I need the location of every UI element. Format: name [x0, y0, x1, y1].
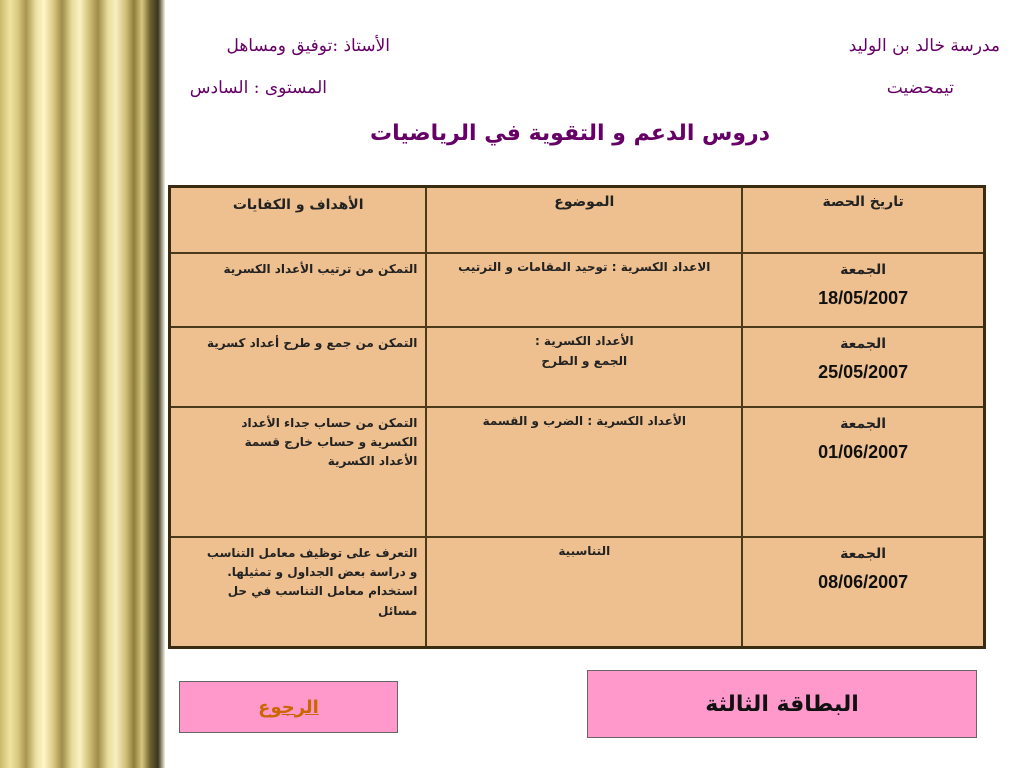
goal-line: الكسرية و حساب خارج قسمة	[244, 435, 418, 450]
header-goals: الأهداف و الكفايات	[170, 187, 427, 254]
goal-line: التعرف على توظيف معامل التناسب	[206, 546, 418, 560]
grade-level: المستوى : السادس	[189, 78, 327, 98]
topic-cell	[426, 537, 742, 647]
curtain-decoration	[0, 0, 165, 768]
topic-line: الأعداد الكسرية : الضرب و القسمة	[482, 414, 686, 428]
topic-cell	[426, 327, 742, 407]
table-header-row	[170, 187, 985, 254]
date-cell	[742, 253, 984, 327]
date-cell	[742, 537, 984, 647]
goal-line: استخدام معامل التناسب في حل	[227, 584, 418, 599]
topic-line: الاعداد الكسرية : توحيد المقامات و الترتيب	[458, 260, 711, 274]
goals-cell	[170, 537, 427, 647]
goal-line: مسائل	[378, 603, 418, 618]
goal-line: و دراسة بعض الجداول و تمثيلها.	[227, 565, 418, 580]
header-topic: الموضوع	[426, 187, 742, 254]
topic-line: الجمع و الطرح	[541, 354, 628, 368]
teacher-name: الأستاذ :توفيق ومساهل	[226, 36, 390, 56]
goal-line: التمكن من ترتيب الأعداد الكسرية	[223, 262, 418, 276]
sessions-table	[168, 185, 986, 649]
table-row	[170, 407, 985, 537]
goals-cell	[170, 407, 427, 537]
goal-line: التمكن من جمع و طرح أعداد كسرية	[207, 336, 418, 350]
goals-cell	[170, 253, 427, 327]
back-link[interactable]: الرجوع	[258, 696, 319, 718]
card-label: البطاقة الثالثة	[705, 691, 859, 717]
goal-line: التمكن من حساب جداء الأعداد	[241, 416, 418, 430]
session-day: الجمعة	[840, 416, 887, 432]
table-row	[170, 327, 985, 407]
back-box	[179, 681, 398, 733]
goal-line: الأعداد الكسرية	[327, 454, 418, 469]
session-day: الجمعة	[840, 336, 887, 352]
date-cell	[742, 327, 984, 407]
session-date: 08/06/2007	[818, 572, 909, 592]
page-title: دروس الدعم و التقوية في الرياضيات	[369, 121, 771, 146]
topic-cell	[426, 253, 742, 327]
session-date: 18/05/2007	[818, 288, 909, 308]
date-cell	[742, 407, 984, 537]
header-date: تاريخ الحصة	[742, 187, 984, 254]
goals-cell	[170, 327, 427, 407]
school-name: مدرسة خالد بن الوليد	[848, 36, 1000, 56]
card-label-box	[587, 670, 977, 738]
topic-line: التناسبية	[558, 544, 611, 558]
table-row	[170, 253, 985, 327]
topic-line: الأعداد الكسرية :	[534, 334, 634, 348]
session-date: 01/06/2007	[818, 442, 909, 462]
session-day: الجمعة	[840, 262, 887, 278]
table-row	[170, 537, 985, 647]
topic-cell	[426, 407, 742, 537]
session-day: الجمعة	[840, 546, 887, 562]
city-name: تيمحضيت	[886, 78, 954, 98]
session-date: 25/05/2007	[818, 362, 909, 382]
